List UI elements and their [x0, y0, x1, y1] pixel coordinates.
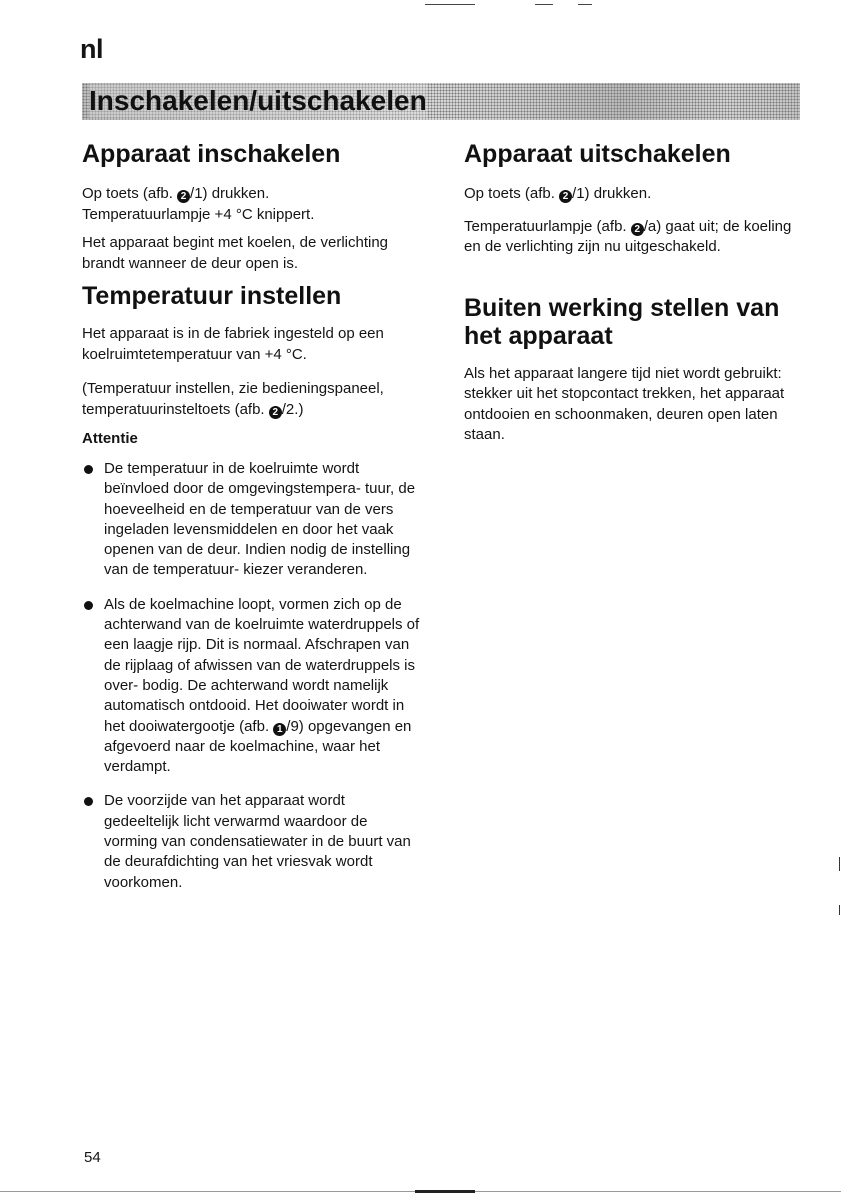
figure-ref-icon: 2: [559, 190, 572, 203]
heading-apparaat-inschakelen: Apparaat inschakelen: [82, 140, 341, 168]
bullet-icon: [84, 601, 93, 610]
text: /1) drukken.: [190, 185, 270, 202]
right-column: [464, 140, 809, 454]
text: /a) gaat uit; de koeling en de verlichting zijn nu uitgeschakeld.: [464, 217, 792, 255]
text: Als de koelmachine loopt, vormen zich op de achterwand van de koelruimte waterdruppels of een laagje rijp. Dit is normaal. Afschrapen van de rijplaag of afwissen van de waterdruppels is over- bodig. De achterwand wordt namelijk automatisch ontdooid. Het dooiwater wordt in het dooiwatergootje (afb.: [104, 595, 420, 735]
section-banner: [82, 83, 800, 120]
heading-buiten-werking: Buiten werking stellen van het apparaat: [464, 293, 780, 350]
figure-ref-icon: 2: [177, 190, 190, 203]
text: Op toets (afb.: [464, 185, 560, 202]
text: /9) opgevangen en afgevoerd naar de koelmachine, waar het verdampt.: [104, 717, 412, 776]
list-item: [82, 595, 422, 778]
bottom-edge-rule: [415, 1190, 475, 1193]
figure-ref-icon: 2: [269, 406, 282, 419]
text: /2.): [281, 400, 304, 418]
paragraph: Als het apparaat langere tijd niet wordt gebruikt: stekker uit het stopcontact trekken, het apparaat ontdooien en schoonmaken, deuren open laten staan.: [464, 364, 785, 443]
text: (Temperatuur instellen, zie bedieningspaneel, temperatuurinsteltoets (afb.: [82, 380, 384, 418]
top-edge-rule: [578, 4, 592, 5]
attentie-list: [82, 459, 422, 893]
heading-temperatuur-instellen: Temperatuur instellen: [82, 282, 342, 310]
left-column: [82, 140, 422, 907]
heading-apparaat-uitschakelen: Apparaat uitschakelen: [464, 140, 731, 168]
list-item: [82, 791, 422, 892]
attentie-label: Attentie: [82, 430, 138, 447]
figure-ref-icon: 2: [631, 223, 644, 236]
language-code: nl: [80, 34, 103, 64]
text: Op toets (afb.: [82, 185, 178, 202]
paragraph: [464, 184, 809, 205]
scan-mark: [839, 905, 840, 915]
paragraph: [82, 379, 422, 420]
top-edge-rule: [425, 4, 475, 5]
paragraph: Het apparaat begint met koelen, de verlichting brandt wanneer de deur open is.: [82, 234, 389, 272]
bullet-icon: [84, 465, 93, 474]
top-edge-rule: [535, 4, 553, 5]
paragraph: Het apparaat is in de fabriek ingesteld op een koelruimtetemperatuur van +4 °C.: [82, 325, 384, 363]
text: /1) drukken.: [572, 185, 652, 202]
bullet-icon: [84, 797, 93, 806]
text: De voorzijde van het apparaat wordt gedeeltelijk licht verwarmd waardoor de vorming van condensatiewater in de buurt van de deurafdichting van het vriesvak wordt voorkomen.: [104, 792, 411, 891]
paragraph: [82, 184, 422, 205]
figure-ref-icon: 1: [273, 723, 286, 736]
banner-title: Inschakelen/uitschakelen: [89, 85, 427, 116]
text: De temperatuur in de koelruimte wordt beïnvloed door de omgevingstempera- tuur, de hoeveelheid en de temperatuur van de vers ingeladen levensmiddelen en door het vaak openen van de deur. Indien nodig de instelling van de temperatuur- kiezer veranderen.: [104, 460, 416, 579]
text: Temperatuurlampje (afb.: [464, 217, 631, 235]
scan-mark: [839, 857, 840, 871]
paragraph: Temperatuurlampje +4 °C knippert.: [82, 205, 315, 223]
paragraph: [464, 217, 809, 258]
list-item: [82, 459, 422, 581]
page-number: 54: [84, 1149, 101, 1166]
